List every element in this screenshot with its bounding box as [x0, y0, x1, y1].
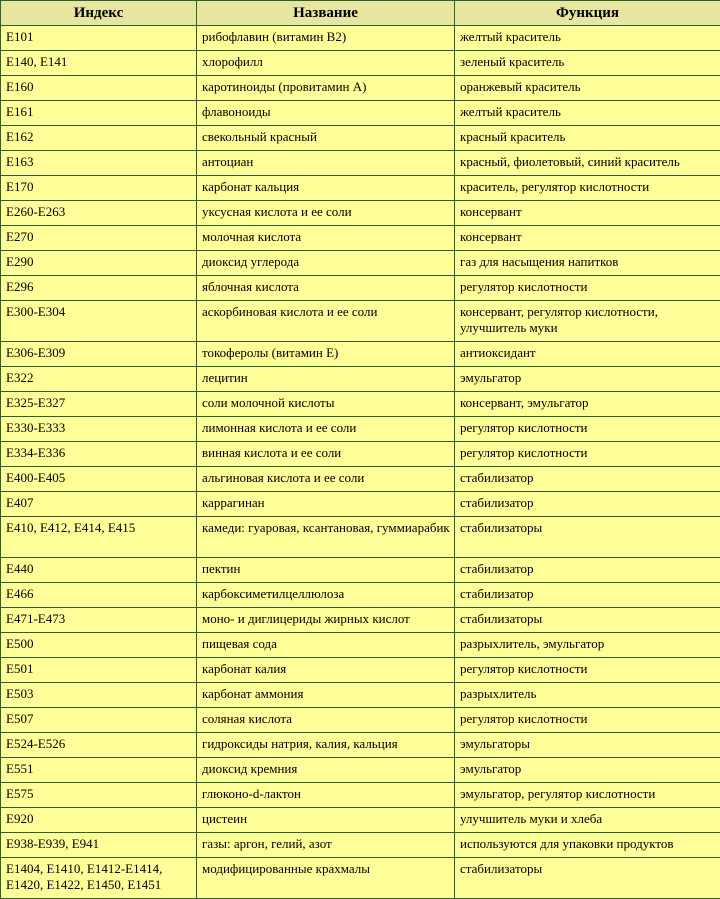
cell-name: соли молочной кислоты	[197, 392, 455, 417]
cell-name: хлорофилл	[197, 51, 455, 76]
cell-name: глюконо-d-лактон	[197, 783, 455, 808]
cell-index: E407	[1, 492, 197, 517]
table-row	[1, 101, 720, 126]
cell-function: эмульгаторы	[455, 733, 720, 758]
cell-name: карбоксиметилцеллюлоза	[197, 583, 455, 608]
cell-function: стабилизаторы	[455, 608, 720, 633]
table-row	[1, 558, 720, 583]
cell-function: эмульгатор	[455, 758, 720, 783]
table-row	[1, 708, 720, 733]
cell-name: молочная кислота	[197, 226, 455, 251]
table-row	[1, 251, 720, 276]
cell-index: E500	[1, 633, 197, 658]
cell-name: каротиноиды (провитамин А)	[197, 76, 455, 101]
cell-function: стабилизатор	[455, 492, 720, 517]
cell-index: E524-E526	[1, 733, 197, 758]
table-row	[1, 151, 720, 176]
table-row	[1, 467, 720, 492]
cell-function: консервант, эмульгатор	[455, 392, 720, 417]
cell-function: красный краситель	[455, 126, 720, 151]
cell-index: E160	[1, 76, 197, 101]
cell-name: газы: аргон, гелий, азот	[197, 833, 455, 858]
table-row	[1, 733, 720, 758]
table-row	[1, 758, 720, 783]
table-row	[1, 833, 720, 858]
cell-name: лецитин	[197, 367, 455, 392]
cell-name: антоциан	[197, 151, 455, 176]
cell-index: E501	[1, 658, 197, 683]
cell-index: E575	[1, 783, 197, 808]
cell-function: используются для упаковки продуктов	[455, 833, 720, 858]
cell-name: карбонат кальция	[197, 176, 455, 201]
cell-function: разрыхлитель	[455, 683, 720, 708]
cell-index: E400-E405	[1, 467, 197, 492]
header-name: Название	[197, 1, 455, 26]
table-row	[1, 658, 720, 683]
cell-index: E551	[1, 758, 197, 783]
cell-index: E170	[1, 176, 197, 201]
cell-name: уксусная кислота и ее соли	[197, 201, 455, 226]
cell-function: красный, фиолетовый, синий краситель	[455, 151, 720, 176]
cell-name: пектин	[197, 558, 455, 583]
cell-function: оранжевый краситель	[455, 76, 720, 101]
cell-name: каррагинан	[197, 492, 455, 517]
cell-index: E306-E309	[1, 342, 197, 367]
cell-index: E330-E333	[1, 417, 197, 442]
cell-function: зеленый краситель	[455, 51, 720, 76]
cell-name: пищевая сода	[197, 633, 455, 658]
cell-name: флавоноиды	[197, 101, 455, 126]
table-row	[1, 301, 720, 342]
cell-function: желтый краситель	[455, 26, 720, 51]
cell-function: разрыхлитель, эмульгатор	[455, 633, 720, 658]
cell-index: E440	[1, 558, 197, 583]
table-row	[1, 633, 720, 658]
table-row	[1, 76, 720, 101]
cell-index: E507	[1, 708, 197, 733]
table-row	[1, 683, 720, 708]
cell-index: E334-E336	[1, 442, 197, 467]
table-row	[1, 367, 720, 392]
cell-name: диоксид кремния	[197, 758, 455, 783]
cell-index: E140, E141	[1, 51, 197, 76]
cell-function: эмульгатор, регулятор кислотности	[455, 783, 720, 808]
table-row	[1, 783, 720, 808]
cell-name: лимонная кислота и ее соли	[197, 417, 455, 442]
cell-function: регулятор кислотности	[455, 417, 720, 442]
cell-index: E322	[1, 367, 197, 392]
cell-function: регулятор кислотности	[455, 658, 720, 683]
cell-function: стабилизатор	[455, 558, 720, 583]
cell-name: камеди: гуаровая, ксантановая, гуммиарабик	[197, 517, 455, 558]
cell-function: стабилизаторы	[455, 517, 720, 558]
cell-index: E325-E327	[1, 392, 197, 417]
cell-name: аскорбиновая кислота и ее соли	[197, 301, 455, 342]
cell-index: E938-E939, E941	[1, 833, 197, 858]
cell-function: краситель, регулятор кислотности	[455, 176, 720, 201]
header-index: Индекс	[1, 1, 197, 26]
cell-index: E161	[1, 101, 197, 126]
table-row	[1, 808, 720, 833]
cell-index: E260-E263	[1, 201, 197, 226]
cell-index: E162	[1, 126, 197, 151]
table-row	[1, 176, 720, 201]
cell-function: газ для насыщения напитков	[455, 251, 720, 276]
cell-function: желтый краситель	[455, 101, 720, 126]
cell-name: токоферолы (витамин Е)	[197, 342, 455, 367]
cell-index: E1404, E1410, E1412-E1414, E1420, E1422, E1450, E1451	[1, 858, 197, 899]
table-row	[1, 858, 720, 899]
table-row	[1, 608, 720, 633]
cell-function: стабилизаторы	[455, 858, 720, 899]
cell-function: регулятор кислотности	[455, 442, 720, 467]
cell-name: карбонат аммония	[197, 683, 455, 708]
cell-name: винная кислота и ее соли	[197, 442, 455, 467]
cell-function: стабилизатор	[455, 467, 720, 492]
cell-name: карбонат калия	[197, 658, 455, 683]
table-row	[1, 583, 720, 608]
table-row	[1, 417, 720, 442]
cell-name: гидроксиды натрия, калия, кальция	[197, 733, 455, 758]
cell-index: E163	[1, 151, 197, 176]
cell-index: E296	[1, 276, 197, 301]
cell-name: моно- и диглицериды жирных кислот	[197, 608, 455, 633]
cell-function: консервант	[455, 201, 720, 226]
cell-index: E466	[1, 583, 197, 608]
cell-index: E101	[1, 26, 197, 51]
cell-name: цистеин	[197, 808, 455, 833]
cell-name: альгиновая кислота и ее соли	[197, 467, 455, 492]
cell-name: яблочная кислота	[197, 276, 455, 301]
cell-index: E410, E412, E414, E415	[1, 517, 197, 558]
cell-name: диоксид углерода	[197, 251, 455, 276]
cell-function: антиоксидант	[455, 342, 720, 367]
cell-name: модифицированные крахмалы	[197, 858, 455, 899]
table-row	[1, 392, 720, 417]
header-row	[1, 1, 720, 26]
table-row	[1, 26, 720, 51]
table-row	[1, 126, 720, 151]
cell-index: E300-E304	[1, 301, 197, 342]
cell-function: стабилизатор	[455, 583, 720, 608]
cell-index: E290	[1, 251, 197, 276]
table-row	[1, 201, 720, 226]
cell-function: консервант	[455, 226, 720, 251]
table-row	[1, 492, 720, 517]
table-row	[1, 276, 720, 301]
cell-function: эмульгатор	[455, 367, 720, 392]
table-row	[1, 342, 720, 367]
cell-name: рибофлавин (витамин B2)	[197, 26, 455, 51]
header-function: Функция	[455, 1, 720, 26]
cell-index: E270	[1, 226, 197, 251]
table-row	[1, 517, 720, 558]
cell-index: E503	[1, 683, 197, 708]
cell-function: консервант, регулятор кислотности, улучшитель муки	[455, 301, 720, 342]
cell-function: регулятор кислотности	[455, 708, 720, 733]
cell-index: E920	[1, 808, 197, 833]
table-row	[1, 226, 720, 251]
cell-name: соляная кислота	[197, 708, 455, 733]
cell-index: E471-E473	[1, 608, 197, 633]
cell-function: улучшитель муки и хлеба	[455, 808, 720, 833]
table-row	[1, 51, 720, 76]
cell-function: регулятор кислотности	[455, 276, 720, 301]
cell-name: свекольный красный	[197, 126, 455, 151]
table-row	[1, 442, 720, 467]
